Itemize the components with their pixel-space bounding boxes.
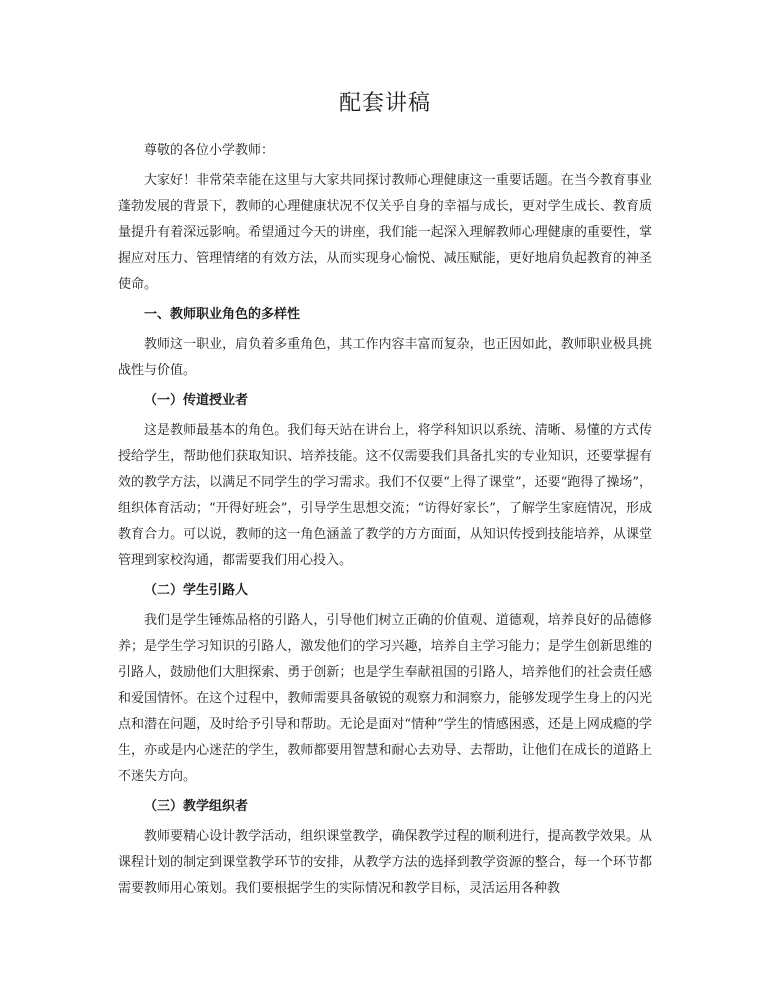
intro-paragraph: 大家好！非常荣幸能在这里与大家共同探讨教师心理健康这一重要话题。在当今教育事业蓬勃发展的背景下，教师的心理健康状况不仅关乎自身的幸福与成长，更对学生成长、教育质量提升有着深远影响。希望通过今天的讲座，我们能一起深入理解教师心理健康的重要性，掌握应对压力、管理情绪的有效方法，从而实现身心愉悦、减压赋能，更好地肩负起教育的神圣使命。 (118, 173, 652, 292)
document-title: 配套讲稿 (338, 91, 431, 116)
subsection-paragraph-organizer: 教师要精心设计教学活动，组织课堂教学，确保教学过程的顺利进行，提高教学效果。从课程计划的制定到课堂教学环节的安排，从教学方法的选择到教学资源的整合，每一个环节都需要教师用心策划。我们要根据学生的实际情况和教学目标，灵活运用各种教 (118, 829, 652, 896)
subsection-heading-teacher: （一）传道授业者 (144, 393, 249, 408)
section-heading-roles: 一、教师职业角色的多样性 (144, 307, 301, 322)
section-paragraph-roles: 教师这一职业，肩负着多重角色，其工作内容丰富而复杂，也正因如此，教师职业极具挑战性与价值。 (118, 337, 652, 378)
subsection-paragraph-guide: 我们是学生锤炼品格的引路人，引导他们树立正确的价值观、道德观，培养良好的品德修养；是学生学习知识的引路人，激发他们的学习兴趣，培养自主学习能力；是学生创新思维的引路人，鼓励他们大胆探索、勇于创新；也是学生奉献祖国的引路人，培养他们的社会责任感和爱国情怀。在这个过程中，教师需要具备敏锐的观察力和洞察力，能够发现学生身上的闪光点和潜在问题，及时给予引导和帮助。无论是面对“情种”学生的情感困惑，还是上网成瘾的学生，亦或是内心迷茫的学生，教师都要用智慧和耐心去劝导、去帮助，让他们在成长的道路上不迷失方向。 (118, 613, 652, 784)
subsection-paragraph-teacher: 这是教师最基本的角色。我们每天站在讲台上，将学科知识以系统、清晰、易懂的方式传授给学生，帮助他们获取知识、培养技能。这不仅需要我们具备扎实的专业知识，还要掌握有效的教学方法，以满足不同学生的学习需求。我们不仅要“上得了课堂”，还要“跑得了操场”，组织体育活动；“开得好班会”，引导学生思想交流；“访得好家长”，了解学生家庭情况，形成教育合力。可以说，教师的这一角色涵盖了教学的方方面面，从知识传授到技能培养，从课堂管理到家校沟通，都需要我们用心投入。 (118, 423, 652, 568)
document-page (118, 88, 652, 902)
subsection-heading-guide: （二）学生引路人 (144, 583, 249, 598)
subsection-heading-organizer: （三）教学组织者 (144, 799, 249, 814)
salutation: 尊敬的各位小学教师： (144, 143, 275, 158)
